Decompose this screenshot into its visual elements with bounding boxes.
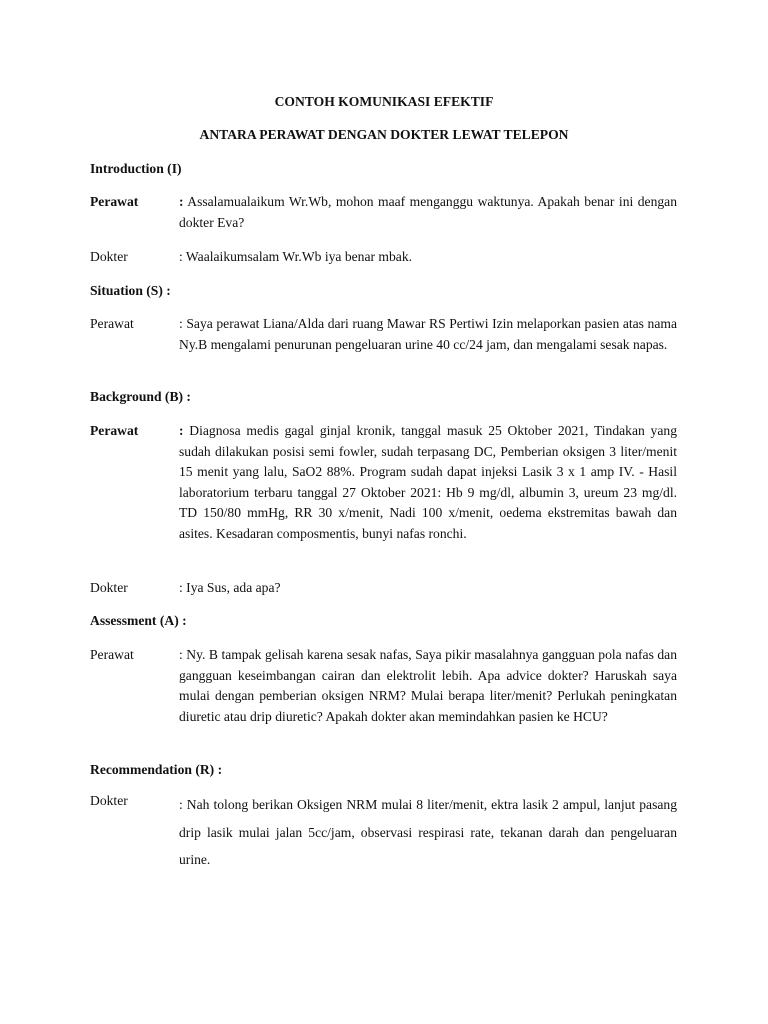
section-heading-background: Background (B) : — [90, 389, 191, 404]
speaker-label: Dokter — [90, 249, 128, 264]
dialogue-content: Assalamualaikum Wr.Wb, mohon maaf menganggu waktunya. Apakah benar ini dengan dokter Eva? — [179, 194, 677, 230]
speaker-label: Perawat — [90, 647, 134, 662]
dialogue-colon: : — [179, 194, 184, 209]
dialogue-content: Iya Sus, ada apa? — [182, 580, 281, 595]
dialogue-content: Ny. B tampak gelisah karena sesak nafas, Saya pikir masalahnya gangguan pola nafas dan gangguan keseimbangan cairan dan elektrolit lebih. Apa advice dokter? Haruskah saya mulai dengan pemberian oksigen NRM? Mulai berapa liter/menit? Perlukah peningkatan diuretic atau drip diuretic? Apakah dokter akan memindahkan pasien ke HCU? — [179, 647, 677, 724]
dialogue-text — [179, 192, 677, 233]
speaker-label: Dokter — [90, 580, 128, 595]
dialogue-text — [179, 314, 677, 355]
dialogue-content: Waalaikumsalam Wr.Wb iya benar mbak. — [182, 249, 413, 264]
section-heading-recommendation: Recommendation (R) : — [90, 762, 223, 777]
section-heading-introduction: Introduction (I) — [90, 161, 182, 176]
speaker-label: Perawat — [90, 316, 134, 331]
dialogue-text — [179, 645, 677, 727]
speaker-label: Perawat — [90, 423, 139, 438]
section-heading-assessment: Assessment (A) : — [90, 613, 187, 628]
dialogue-text — [179, 421, 677, 544]
speaker-label: Perawat — [90, 194, 139, 209]
document-title: CONTOH KOMUNIKASI EFEKTIF — [274, 94, 494, 109]
dialogue-text — [179, 578, 677, 599]
dialogue-text — [179, 791, 677, 874]
dialogue-colon: : — [179, 423, 184, 438]
dialogue-colon: : — [179, 797, 183, 812]
dialogue-content: Nah tolong berikan Oksigen NRM mulai 8 liter/menit, ektra lasik 2 ampul, lanjut pasang drip lasik mulai jalan 5cc/jam, observasi respirasi rate, tekanan darah dan pengeluaran urine. — [179, 797, 677, 867]
dialogue-colon: : — [179, 580, 183, 595]
section-heading-situation: Situation (S) : — [90, 283, 171, 298]
dialogue-text — [179, 247, 677, 268]
document-subtitle: ANTARA PERAWAT DENGAN DOKTER LEWAT TELEPON — [199, 127, 569, 142]
dialogue-content: Saya perawat Liana/Alda dari ruang Mawar RS Pertiwi Izin melaporkan pasien atas nama Ny.B mengalami penurunan pengeluaran urine 40 cc/24 jam, dan mengalami sesak napas. — [179, 316, 677, 352]
dialogue-colon: : — [179, 316, 183, 331]
dialogue-colon: : — [179, 647, 183, 662]
dialogue-content: Diagnosa medis gagal ginjal kronik, tanggal masuk 25 Oktober 2021, Tindakan yang sudah dilakukan posisi semi fowler, sudah terpasang DC, Pemberian oksigen 3 liter/menit 15 menit yang lalu, SaO2 88%. Program sudah dapat injeksi Lasik 3 x 1 amp IV. - Hasil laboratorium terbaru tanggal 27 Oktober 2021: Hb 9 mg/dl, albumin 3, ureum 23 mg/dl. TD 150/80 mmHg, RR 30 x/menit, Nadi 100 x/menit, oedema ekstremitas bawah dan asites. Kesadaran composmentis, bunyi nafas ronchi. — [179, 423, 677, 541]
dialogue-colon: : — [179, 249, 183, 264]
speaker-label: Dokter — [90, 793, 128, 808]
